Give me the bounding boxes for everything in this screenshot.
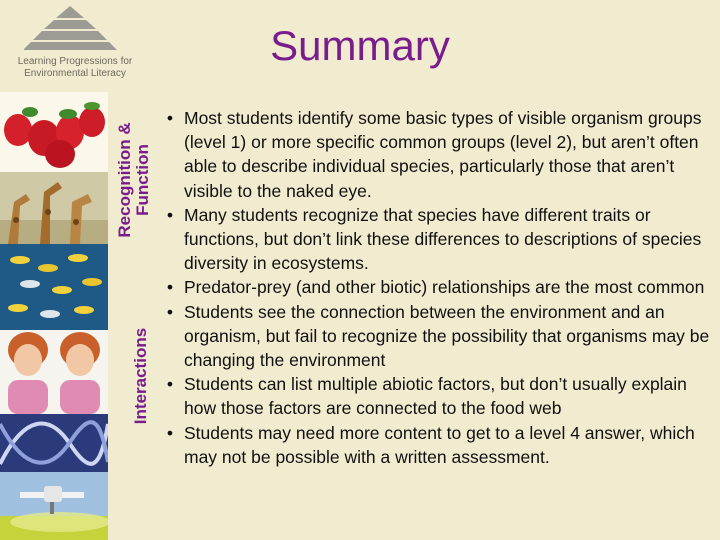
recognition-function-label bbox=[116, 118, 152, 242]
interactions-label: Interactions bbox=[131, 327, 150, 425]
bullet-text: Students see the connection between the environment and an organism, but fail to recognize the possibility that organisms may be changing the environment bbox=[184, 301, 710, 371]
bullet-item bbox=[156, 421, 716, 469]
bullet-dot: • bbox=[166, 108, 174, 128]
children-image bbox=[0, 330, 108, 414]
photo-strip bbox=[0, 92, 108, 540]
bullet-item bbox=[156, 300, 716, 373]
logo bbox=[0, 0, 150, 82]
bullet-dot: • bbox=[166, 301, 174, 322]
logo-line-2: Environmental Literacy bbox=[24, 68, 126, 79]
recognition-label-line-2: Function bbox=[133, 144, 152, 216]
bullet-item bbox=[156, 203, 716, 276]
fish-school-image bbox=[0, 244, 108, 330]
bullet-dot: • bbox=[166, 204, 174, 225]
bullet-text: Most students identify some basic types of visible organism groups (level 1) or more specific common groups (level 2), but aren’t often able to describe individual species, particularly those that aren’t visible to the naked eye. bbox=[184, 108, 702, 201]
giraffes-image bbox=[0, 172, 108, 244]
bullet-text: Students may need more content to get to a level 4 answer, which may not be possible with a written assessment. bbox=[184, 422, 695, 467]
bullet-item bbox=[156, 372, 716, 420]
bullet-text: Students can list multiple abiotic factors, but don’t usually explain how those factors are connected to the food web bbox=[184, 374, 687, 419]
crop-duster-image bbox=[0, 472, 108, 540]
logo-text bbox=[0, 56, 150, 80]
bullet-item bbox=[156, 275, 716, 299]
bullet-dot: • bbox=[166, 374, 174, 395]
strawberries-image bbox=[0, 92, 108, 172]
logo-line-1: Learning Progressions for bbox=[17, 56, 133, 67]
recognition-label-line-1: Recognition & bbox=[115, 122, 134, 238]
bullet-text: Predator-prey (and other biotic) relationships are the most common bbox=[184, 277, 705, 298]
bullet-dot: • bbox=[166, 422, 174, 443]
page-title: Summary bbox=[270, 22, 450, 69]
bullet-text: Many students recognize that species have different traits or functions, but don’t link these differences to descriptions of species diversity in ecosystems. bbox=[184, 204, 702, 274]
bullet-item bbox=[156, 106, 716, 203]
pyramid-logo-icon bbox=[24, 4, 124, 54]
bullet-dot: • bbox=[166, 277, 174, 298]
summary-bullet-list bbox=[156, 106, 716, 469]
dna-helix-image bbox=[0, 414, 108, 472]
